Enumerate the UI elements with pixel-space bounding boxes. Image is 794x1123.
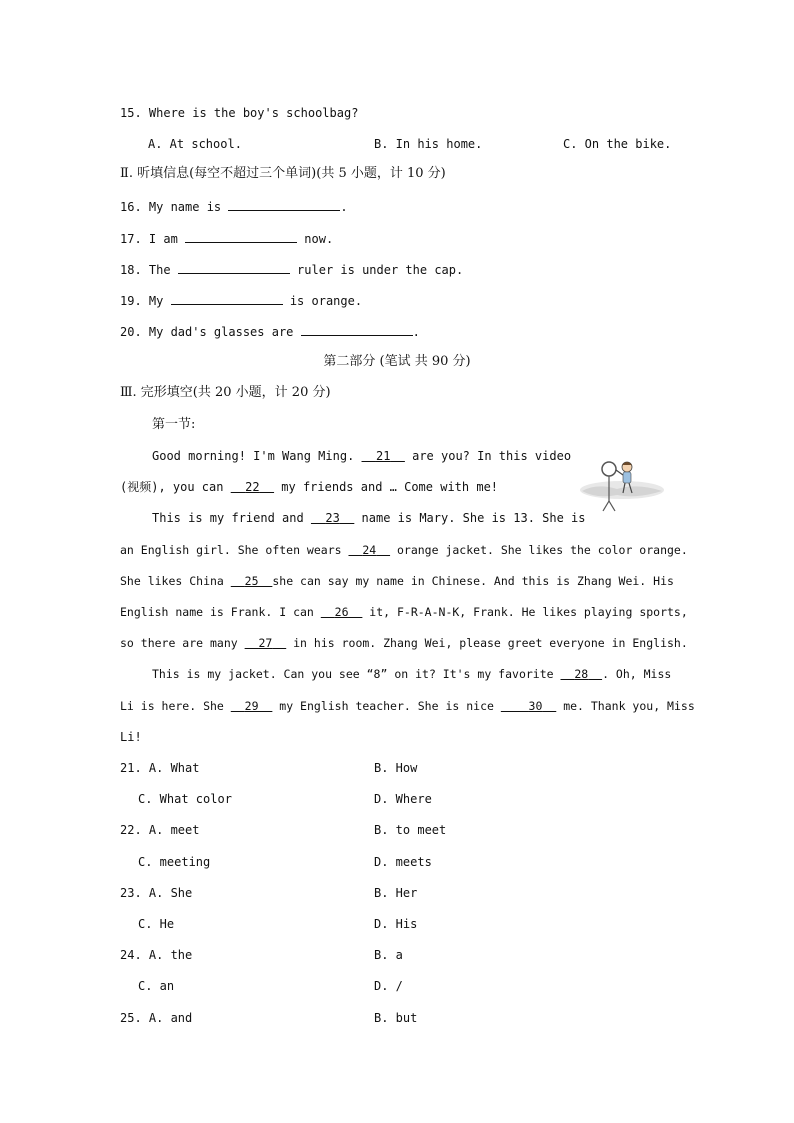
option-25-a: 25. A. and (120, 1011, 193, 1025)
answer-blank-18[interactable] (178, 261, 290, 274)
answer-blank-17[interactable] (185, 230, 297, 243)
option-21-b: B. How (374, 761, 418, 775)
question-16: 16. My name is . (120, 200, 348, 214)
question-20: 20. My dad's glasses are . (120, 325, 420, 339)
passage-line-9: Li is here. She 29 my English teacher. She is nice 30 me. Thank you, Miss (120, 699, 695, 713)
option-23-d: D. His (374, 917, 418, 931)
option-21-c: C. What color (138, 792, 232, 806)
option-22-c: C. meeting (138, 855, 211, 869)
passage-line-10: Li! (120, 730, 142, 744)
option-15-c: C. On the bike. (563, 137, 672, 151)
passage-line-3: This is my friend and 23 name is Mary. She is 13. She is (152, 511, 586, 525)
blank-21: 21 (375, 449, 391, 463)
subsection-title: 第一节: (152, 417, 196, 432)
blank-24: 24 (362, 543, 377, 557)
passage-line-6: English name is Frank. I can 26 it, F-R-A-N-K, Frank. He likes playing sports, (120, 605, 688, 619)
blank-25: 25 (244, 574, 259, 588)
passage-line-4: an English girl. She often wears 24 orange jacket. She likes the color orange. (120, 543, 688, 557)
option-21-d: D. Where (374, 792, 432, 806)
option-24-d: D. / (374, 979, 403, 993)
passage-line-8: This is my jacket. Can you see “8” on it? It's my favorite 28 . Oh, Miss (152, 667, 672, 681)
option-25-b: B. but (374, 1011, 418, 1025)
option-24-a: 24. A. the (120, 948, 193, 962)
blank-27: 27 (258, 636, 273, 650)
vlogger-illustration-icon (577, 455, 667, 515)
option-24-b: B. a (374, 948, 403, 962)
option-23-a: 23. A. She (120, 886, 193, 900)
option-23-b: B. Her (374, 886, 418, 900)
option-15-b: B. In his home. (374, 137, 483, 151)
option-21-a: 21. A. What (120, 761, 200, 775)
question-17: 17. I am now. (120, 232, 334, 246)
blank-23: 23 (325, 511, 340, 525)
section-3-title: Ⅲ. 完形填空(共 20 小题，计 20 分) (120, 385, 331, 400)
blank-22: 22 (245, 480, 260, 494)
question-text: 15. Where is the boy's schoolbag? (120, 106, 359, 120)
question-15 (120, 105, 358, 121)
blank-26: 26 (334, 605, 349, 619)
question-19: 19. My is orange. (120, 294, 363, 308)
passage-line-5: She likes China 25 she can say my name in Chinese. And this is Zhang Wei. His (120, 574, 674, 588)
blank-28: 28 (574, 667, 589, 681)
passage-line-1: Good morning! I'm Wang Ming. 21 are you? In this video (152, 449, 572, 463)
option-22-a: 22. A. meet (120, 823, 200, 837)
passage-line-2: (视频), you can 22 my friends and … Come with me! (120, 480, 499, 494)
option-22-d: D. meets (374, 855, 432, 869)
option-15-a: A. At school. (148, 137, 242, 151)
answer-blank-19[interactable] (171, 292, 283, 305)
blank-30: 30 (528, 699, 543, 713)
passage-line-7: so there are many 27 in his room. Zhang Wei, please greet everyone in English. (120, 636, 688, 650)
option-23-c: C. He (138, 917, 175, 931)
section-2-title: Ⅱ. 听填信息(每空不超过三个单词)(共 5 小题，计 10 分) (120, 166, 446, 181)
answer-blank-20[interactable] (301, 323, 413, 336)
answer-blank-16[interactable] (228, 198, 340, 211)
option-24-c: C. an (138, 979, 175, 993)
part-2-title: 第二部分 (笔试 共 90 分) (323, 354, 471, 369)
option-22-b: B. to meet (374, 823, 447, 837)
blank-29: 29 (244, 699, 259, 713)
question-18: 18. The ruler is under the cap. (120, 263, 464, 277)
